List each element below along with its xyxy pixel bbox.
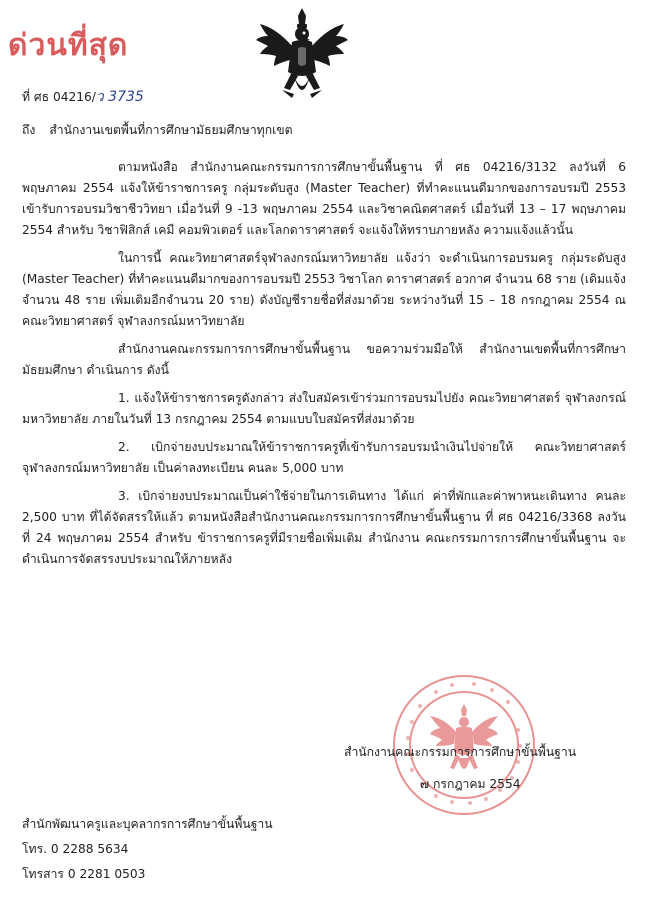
contact-footer — [22, 812, 273, 887]
urgency-stamp: ด่วนที่สุด — [8, 28, 129, 63]
paragraph-announcement: ในการนี้ คณะวิทยาศาสตร์จุฬาลงกรณ์มหาวิทยาลัย แจ้งว่า จะดำเนินการอบรมครู กลุ่มระดับสูง (Master Teacher) ที่ทำคะแนนดีมากของการอบรมปี 2553 วิชาโลก ดาราศาสตร์ อวกาศ จำนวน 68 ราย (เดิมแจ้งจำนวน 48 ราย เพิ่มเติมอีกจำนวน 20 ราย) ดังบัญชีรายชื่อที่ส่งมาด้วย ระหว่างวันที่ 15 – 18 กรกฎาคม 2554 ณ คณะวิทยาศาสตร์ จุฬาลงกรณ์มหาวิทยาลัย — [22, 251, 626, 328]
garuda-emblem-icon — [254, 6, 350, 106]
document-number-prefix: ที่ ศธ 04216/ — [22, 90, 96, 104]
signature-date: ๗ กรกฎาคม 2554 — [420, 777, 521, 791]
recipient-label: ถึง — [22, 123, 36, 137]
paragraph-request: สำนักงานคณะกรรมการการศึกษาขั้นพื้นฐาน ขอความร่วมมือให้ สำนักงานเขตพื้นที่การศึกษามัธยมศึกษา ดำเนินการ ดังนี้ — [22, 342, 626, 377]
paragraph-reference: ตามหนังสือ สำนักงานคณะกรรมการการศึกษาขั้นพื้นฐาน ที่ ศธ 04216/3132 ลงวันที่ 6 พฤษภาคม 2554 แจ้งให้ข้าราชการครู กลุ่มระดับสูง (Master Teacher) ที่ทำคะแนนดีมากของการอบรมปี 2553 เข้ารับการอบรมวิชาชีววิทยา เมื่อวันที่ 9 -13 พฤษภาคม 2554 และวิชาคณิตศาสตร์ เมื่อวันที่ 13 – 17 พฤษภาคม 2554 สำหรับ วิชาฟิสิกส์ เคมี คอมพิวเตอร์ และโลกดาราศาสตร์ จะแจ้งให้ทราบภายหลัง ความแจ้งแล้วนั้น — [22, 160, 626, 237]
footer-department: สำนักพัฒนาครูและบุคลากรการศึกษาขั้นพื้นฐาน — [22, 817, 273, 831]
document-number-handwritten: ว 3735 — [95, 89, 144, 105]
footer-fax: โทรสาร 0 2281 0503 — [22, 867, 146, 881]
paragraph-item-3: 3. เบิกจ่ายงบประมาณเป็นค่าใช้จ่ายในการเดินทาง ได้แก่ ค่าที่พักและค่าพาหนะเดินทาง คนละ 2,500 บาท ที่ได้จัดสรรให้แล้ว ตามหนังสือสำนักงานคณะกรรมการการศึกษาขั้นพื้นฐาน ที่ ศธ 04216/3368 ลงวันที่ 24 พฤษภาคม 2554 สำหรับ ข้าราชการครูที่มีรายชื่อเพิ่มเติม สำนักงาน คณะกรรมการการศึกษาขั้นพื้นฐาน จะดำเนินการจัดสรรงบประมาณให้ภายหลัง — [22, 489, 626, 566]
recipient-name: สำนักงานเขตพื้นที่การศึกษามัธยมศึกษาทุกเขต — [49, 123, 293, 137]
footer-phone: โทร. 0 2288 5634 — [22, 842, 129, 856]
recipient-line — [22, 120, 293, 141]
paragraph-item-1: 1. แจ้งให้ข้าราชการครูดังกล่าว ส่งใบสมัครเข้าร่วมการอบรมไปยัง คณะวิทยาศาสตร์ จุฬาลงกรณ์ มหาวิทยาลัย ภายในวันที่ 13 กรกฎาคม 2554 ตามแบบใบสมัครที่ส่งมาด้วย — [22, 391, 626, 426]
memo-body — [22, 157, 626, 577]
signature-organization: สำนักงานคณะกรรมการการศึกษาขั้นพื้นฐาน — [344, 745, 577, 759]
paragraph-item-2: 2. เบิกจ่ายงบประมาณให้ข้าราชการครูที่เข้ารับการอบรมนำเงินไปจ่ายให้ คณะวิทยาศาสตร์ จุฬาลงกรณ์มหาวิทยาลัย เป็นค่าลงทะเบียน คนละ 5,000 บาท — [22, 440, 626, 475]
document-number — [22, 87, 144, 108]
